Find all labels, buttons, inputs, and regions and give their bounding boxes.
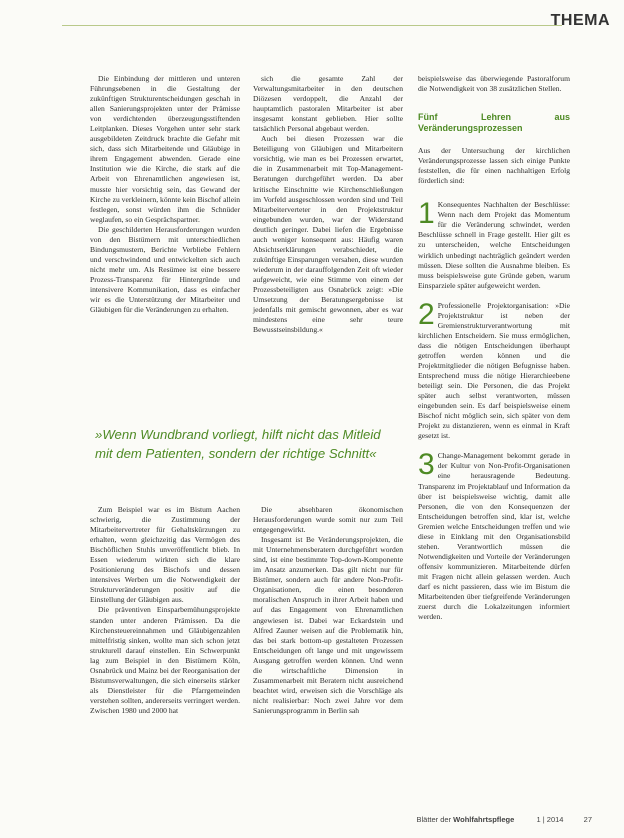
paragraph: Insgesamt ist Be Veränderungsprojekten, die mit Unternehmensberatern durchgeführt worden sind, ist eine bestimmte Top-down-Komponente im Ansatz anzumerken. Das gilt nicht nur für Bistümer, sondern auch für andere Non-Profit-Organisationen, die einen besonderen moralischen Anspruch in ihrer Arbeit haben und auf das Engagement von Ehrenamtlichen angewiesen ist. Dabei war Eckardstein und Alfred Zauner weisen auf die Problematik hin, das bei stark bottom-up gestalteten Prozessen Entscheidungen oft lange und mit ungewissem Ausgang getroffen werden können. Und wenn die wirtschaftliche Dimension in Zusammenarbeit mit Beratern nicht ausreichend beachtet wird, erweisen sich die Vorschläge als nicht realisierbar: Noch zwei Jahre vor dem Sanierungsprogramm in Berlin sah [253,535,403,715]
paragraph: Die absehbaren ökonomischen Herausforderungen wurde somit nur zum Teil entgegengewirkt. [253,505,403,535]
paragraph: Auch bei diesen Prozessen war die Beteiligung von Gläubigen und Mitarbeitern vorsichtig, wie man es bei Prozessen erwartet, die in Zusammenarbeit mit Top-Management-Beratungen durchgeführt werden. Da aber kritische Einschnitte wie Kirchenschließungen im Vorfeld ausgeschlossen worden sind und Teil Mitarbeiterverteter in den Projektstruktur eingebunden wurden, war der Widerstand deutlich geringer. Dabei liefen die Ergebnisse auch weniger konsequent aus: Häufig waren Absichtserklärungen verabschiedet, die zukünftige Einsparungen versahen, diese wurden wiederum in der darauffolgenden Zeit oft wieder aufgeweicht, wie eine Stimme von einem der Prozessbeteiligten aus Osnabrück zeigt: »Die Umsetzung der Beratungsergebnisse ist jedenfalls mit gemischt gewonnen, aber es war mindestens eine sehr teure Bewusstseinsbildung.« [253,134,403,335]
pull-quote: »Wenn Wundbrand vorliegt, hilft nicht das Mitleid mit dem Patienten, sondern der richtige Schnitt« [95,427,381,461]
section-label: THEMA [550,12,610,29]
page-number: 27 [583,815,592,824]
lesson-text: Professionelle Projektorganisation: »Die Projektstruktur ist neben der Gremienstrukturverantwortung mit kirchlichen Entscheidern. Sie muss ermöglichen, dass die nötigen Entscheidungen überhaupt getroffen werden können und die Projektmitglieder die nötigen Befugnisse haben. Entsprechend muss die nötige Hierarchieebene beteiligt sein. Die Personen, die das Projekt später auch selbst verantworten, müssen eingebunden sein. Es darf beispielsweise einem Bischof nicht möglich sein, sich später von dem Projekt zu distanzieren, wenn es einmal in Kraft gesetzt ist. [418,300,570,441]
paragraph: beispielsweise das überwiegende Pastoralforum die Notwendigkeit von 38 zusätzlichen Stellen. [418,74,570,94]
paragraph: Die präventiven Einsparbemühungsprojekte standen unter anderen Prämissen. Da die Kirchensteuereinnahmen und Gläubigenzahlen mittelfristig sinken, wollte man sich schon jetzt strukturell darauf einstellen. Ein Schwerpunkt lag zum Beispiel in den Bistümern Köln, Osnabrück und Mainz bei der Reorganisation der Bistumsverwaltungen, die sich einerseits stärker als Dienstleister für die Pfarrgemeinden verstehen sollten, andererseits verringert werden. Zwischen 1980 und 2000 hat [90,605,240,715]
lesson-number: 2 [418,297,435,331]
lesson-text: Change-Management bekommt gerade in der Kultur von Non-Profit-Organisationen eine herausragende Bedeutung. Transparenz im Projektablauf und Information da über ist beispielsweise wichtig, damit alle Personen, die von den Konsequenzen der Entscheidungen betroffen sind, klar ist, welche Gremien welche Entscheidungen treffen und wie diese in Einklang mit den Organisationsbild stehen. Verantwortlich müssen die Notwendigkeiten und Vorteile der Veränderungen offensiv kommunizieren. Mitarbeitende dürfen mit Fragen nicht allein gelassen werden. Auch darf es nicht passieren, dass wie im Bistum die Mitarbeitenden über tiefgreifende Veränderungen zuerst durch die Lokalzeitungen informiert werden. [418,451,570,622]
lesson-2 [418,297,570,442]
section-heading: Fünf Lehren aus Veränderungsprozessen [418,112,570,134]
journal-name: Wohlfahrtspflege [453,815,515,824]
lesson-text: Konsequentes Nachhalten der Beschlüsse: Wenn nach dem Projekt das Momentum für die Veränderung schwindet, werden Beschlüsse schnell in Frage gestellt. Hier gilt es zu unterscheiden, welche Entscheidungen wirklich unbedingt nachträglich geändert werden müssen. Diese sollten die Ausnahme bleiben. Es muss beispielsweise gute Gründe geben, warum Einsparziele später aufgeweicht werden. [418,200,570,290]
lesson-3 [418,448,570,622]
paragraph: Zum Beispiel war es im Bistum Aachen schwierig, die Zustimmung der Mitarbeitervertreter für Gehaltskürzungen zu erhalten, wenn gleichzeitig das Vermögen des Bischöflichen Stuhls unveröffentlicht blieb. In Essen wiederum wirkten sich die klare Positionierung des Bischofs und dessen intensives Werben um die Notwendigkeit der Strukturveränderungen positiv auf die Einstellung der Gläubigen aus. [90,505,240,605]
paragraph: sich die gesamte Zahl der Verwaltungsmitarbeiter in den deutschen Diözesen verdoppelt, die Anzahl der hauptamtlich pastoralen Mitarbeiter ist aber insgesamt konstant geblieben. Hier sollte tatsächlich Personal abgebaut werden. [253,74,403,134]
page-footer [416,815,592,824]
column-2 [253,74,403,335]
column-4 [90,505,240,716]
column-5 [253,505,403,716]
lead-paragraph: Aus der Untersuchung der kirchlichen Veränderungsprozesse lassen sich einige Punkte feststellen, die für einen nachhaltigen Erfolg förderlich sind: [418,146,570,186]
lesson-1 [418,197,570,290]
paragraph: Die Einbindung der mittleren und unteren Führungsebenen in die Gestaltung der zukünftigen Strukturentscheidungen geschah in allen Sanierungsprojekten unter der Prämisse von verdichtenden überzeugungsstiftenden Leitplanken. Dieses Vorgehen unter sehr stark ausgebildeten Zeitdruck brachte die Gefahr mit sich, dass sich Mitarbeitende und Gläubige in ihrem Engagement abwenden. Gerade eine Institution wie die Kirche, die stark auf die Arbeit von Ehrenamtlichen angewiesen ist, musste hier vorsichtig sein, das Gewand der Kirche zu verkleinern, könnte kein Bischof allein festlegen, sonst würden ihm die Schnüder weglaufen, so ein Gesprächspartner. [90,74,240,224]
journal-prefix: Blätter der [416,815,454,824]
lesson-number: 3 [418,448,435,482]
paragraph: Die geschilderten Herausforderungen wurden von den Bistümern mit unterschiedlichen Bindungsmustern, Berichte Verbliebe Fehlern und verschwindend und entwickelten sich auch nicht mehr um. Als Resümee ist eine bessere Prozess-Transparenz für Hintergründe und intensivere Kommunikation, dass es einfacher wir es die Unterstützung der Mitarbeiter und Gläubigen für die Veränderungen zu erhalten. [90,224,240,315]
lesson-number: 1 [418,197,435,231]
column-1 [90,74,240,315]
header-rule [62,25,562,26]
issue-number: 1 | 2014 [536,815,564,824]
column-3 [418,74,570,622]
